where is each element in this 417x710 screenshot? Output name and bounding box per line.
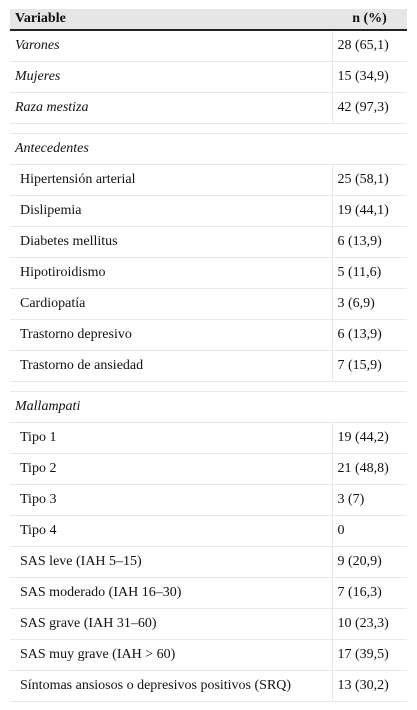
table-row: [10, 30, 407, 62]
row-label: Tipo 3: [10, 485, 332, 516]
row-label: Trastorno de ansiedad: [10, 351, 332, 382]
row-label: Raza mestiza: [10, 93, 332, 124]
row-value: 3 (7): [332, 485, 407, 516]
table-row: [10, 671, 407, 702]
table-row: [10, 351, 407, 382]
row-label: Hipotiroidismo: [10, 258, 332, 289]
row-value: 7 (16,3): [332, 578, 407, 609]
row-label: SAS muy grave (IAH > 60): [10, 640, 332, 671]
row-value: 0: [332, 516, 407, 547]
table-body: [10, 30, 407, 702]
section-row: [10, 134, 407, 165]
table-row: [10, 485, 407, 516]
table-row: [10, 320, 407, 351]
section-row: [10, 392, 407, 423]
row-label: SAS leve (IAH 5–15): [10, 547, 332, 578]
header-variable: Variable: [10, 9, 332, 30]
table-row: [10, 547, 407, 578]
row-label: Tipo 1: [10, 423, 332, 454]
row-value: 6 (13,9): [332, 227, 407, 258]
row-label: Hipertensión arterial: [10, 165, 332, 196]
table-row: [10, 640, 407, 671]
row-value: 9 (20,9): [332, 547, 407, 578]
table-row: [10, 227, 407, 258]
data-table: [10, 9, 407, 702]
header-n-percent: n (%): [332, 9, 407, 30]
row-label: SAS moderado (IAH 16–30): [10, 578, 332, 609]
table-row: [10, 516, 407, 547]
row-value: 28 (65,1): [332, 30, 407, 62]
row-label: Dislipemia: [10, 196, 332, 227]
table-row: [10, 454, 407, 485]
row-value: 21 (48,8): [332, 454, 407, 485]
table-row: [10, 289, 407, 320]
section-label: Mallampati: [10, 392, 407, 423]
row-value: 10 (23,3): [332, 609, 407, 640]
row-value: 17 (39,5): [332, 640, 407, 671]
row-label: Varones: [10, 30, 332, 62]
row-value: 25 (58,1): [332, 165, 407, 196]
row-value: 5 (11,6): [332, 258, 407, 289]
row-label: Síntomas ansiosos o depresivos positivos (SRQ): [10, 671, 332, 702]
table-row: [10, 578, 407, 609]
row-value: 42 (97,3): [332, 93, 407, 124]
table-row: [10, 423, 407, 454]
row-label: Mujeres: [10, 62, 332, 93]
row-label: Tipo 4: [10, 516, 332, 547]
row-label: Cardiopatía: [10, 289, 332, 320]
row-label: SAS grave (IAH 31–60): [10, 609, 332, 640]
spacer-row: [10, 382, 407, 392]
section-label: Antecedentes: [10, 134, 407, 165]
table-row: [10, 93, 407, 124]
row-value: 13 (30,2): [332, 671, 407, 702]
row-value: 3 (6,9): [332, 289, 407, 320]
table-row: [10, 258, 407, 289]
spacer-cell: [10, 124, 407, 134]
spacer-row: [10, 124, 407, 134]
row-label: Tipo 2: [10, 454, 332, 485]
row-value: 19 (44,1): [332, 196, 407, 227]
table-row: [10, 165, 407, 196]
row-label: Trastorno depresivo: [10, 320, 332, 351]
table-row: [10, 196, 407, 227]
table-row: [10, 62, 407, 93]
row-value: 15 (34,9): [332, 62, 407, 93]
table-row: [10, 609, 407, 640]
row-value: 6 (13,9): [332, 320, 407, 351]
spacer-cell: [10, 382, 407, 392]
row-label: Diabetes mellitus: [10, 227, 332, 258]
row-value: 19 (44,2): [332, 423, 407, 454]
header-row: [10, 9, 407, 30]
row-value: 7 (15,9): [332, 351, 407, 382]
